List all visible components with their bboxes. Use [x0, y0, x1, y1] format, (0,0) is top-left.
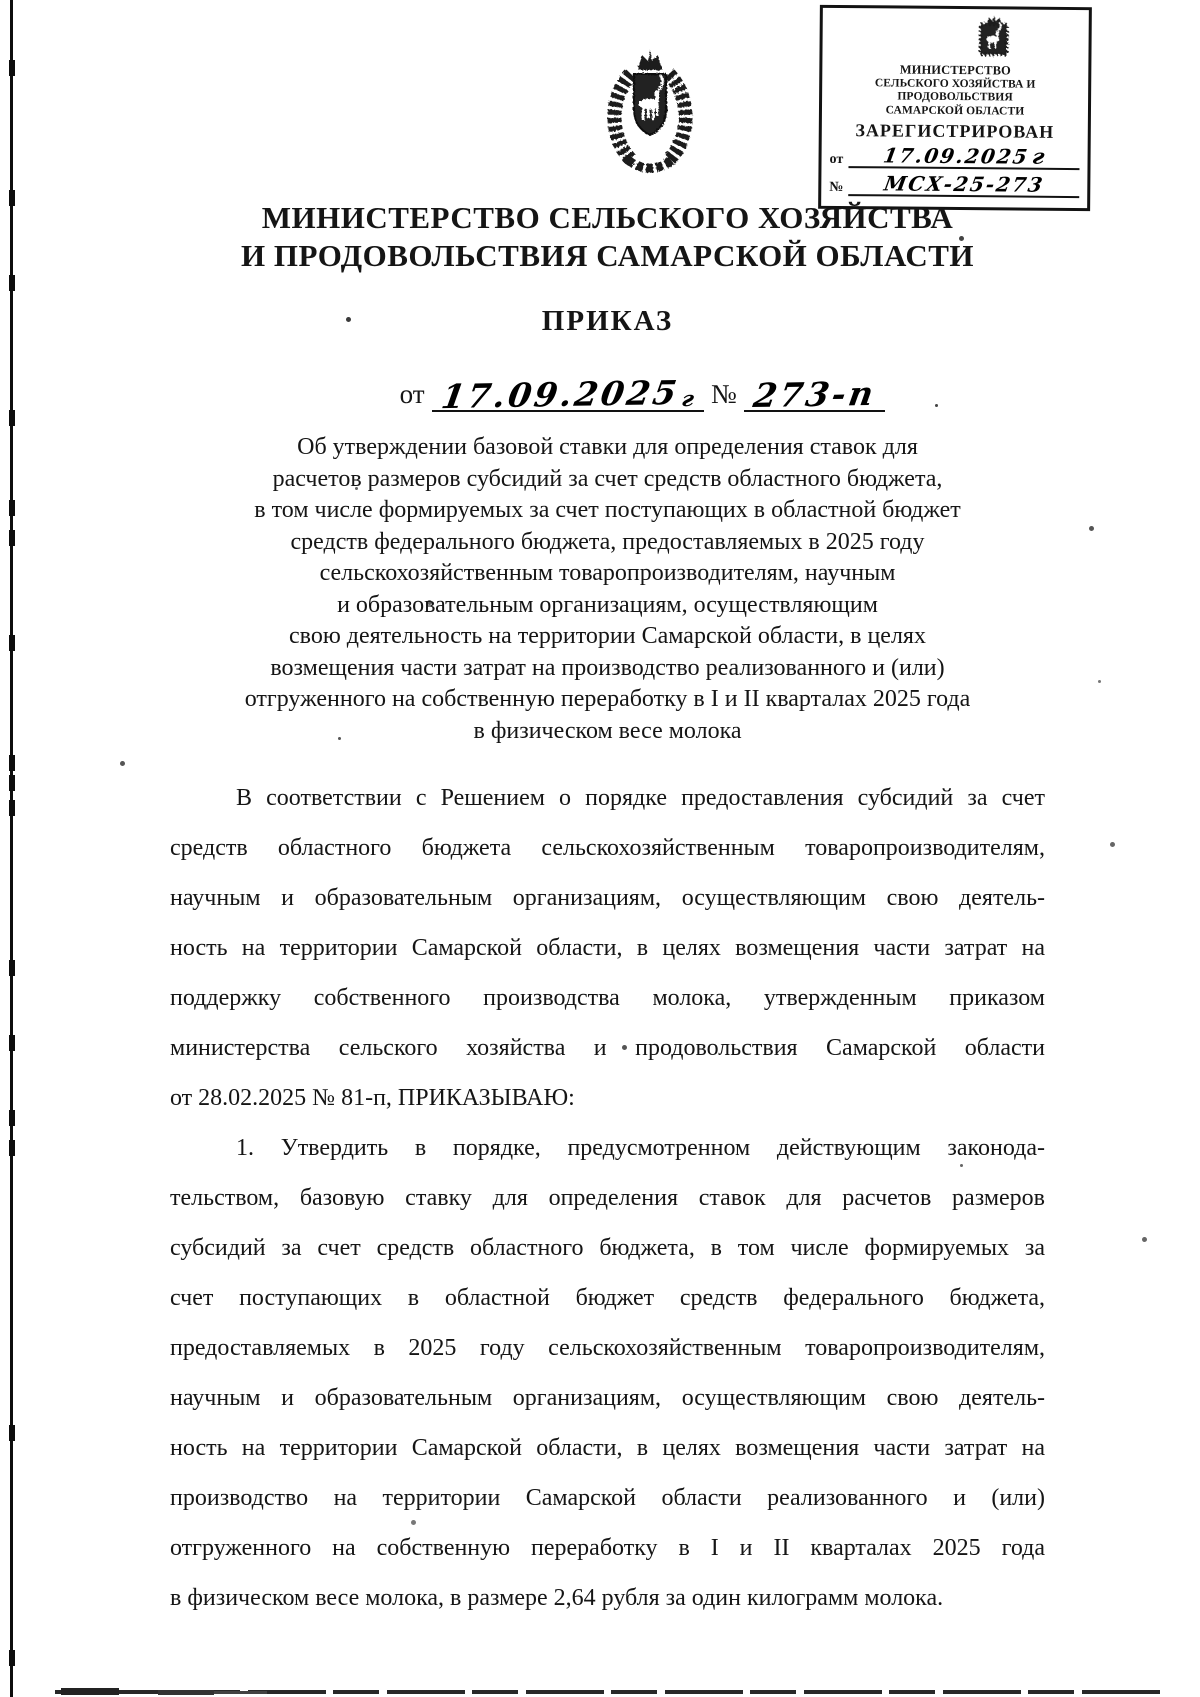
subject-line: отгруженного на собственную переработку в I и II кварталах 2025 года: [244, 686, 971, 712]
stamp-registered-label: ЗАРЕГИСТРИРОВАН: [855, 120, 1055, 142]
scan-artifact-bottom-edge: [55, 1690, 1162, 1694]
scan-noise-specks: [0, 0, 3, 3]
body-line: в физическом весе молока, в размере 2,64 рубля за один килограмм молока.: [170, 1585, 944, 1611]
subject-line: и образовательным организациям, осуществляющим: [337, 591, 878, 618]
body-line: тельством, базовую ставку для определения ставок для расчетов размеров: [170, 1185, 1045, 1211]
body-line: субсидий за счет средств областного бюджета, в том числе формируемых за: [170, 1235, 1045, 1261]
body-line: В соответствии с Решением о порядке предоставления субсидий за счет: [236, 785, 1045, 811]
subject-line: возмещения части затрат на производство реализованного и (или): [270, 654, 945, 681]
stamp-number-handwritten: МСХ-25-273: [881, 171, 1046, 197]
order-date-prefix: от: [399, 379, 425, 409]
order-number-handwritten: 273-п: [750, 373, 879, 416]
order-body: [170, 773, 1045, 1623]
title-line-2: И ПРОДОВОЛЬСТВИЯ САМАРСКОЙ ОБЛАСТИ: [240, 238, 974, 273]
document-content: [170, 0, 1045, 1623]
body-line: производство на территории Самарской области реализованного и (или): [170, 1485, 1045, 1511]
body-line: отгруженного на собственную переработку в I и II кварталах 2025 года: [170, 1535, 1045, 1561]
document-title: [170, 199, 1045, 275]
order-date-handwritten: 17.09.2025: [438, 372, 682, 417]
subject-line: сельскохозяйственным товаропроизводителям, научным: [319, 560, 896, 586]
body-line: ность на территории Самарской области, в целях возмещения части затрат на: [170, 935, 1045, 961]
order-date-line: [205, 364, 1080, 417]
body-line: 1. Утвердить в порядке, предусмотренном действующим законода-: [236, 1135, 1045, 1161]
scan-artifact-left-edge: [10, 0, 13, 1697]
body-line: поддержку собственного производства молока, утвержденным приказом: [170, 985, 1045, 1011]
stamp-org-line2: СЕЛЬСКОГО ХОЗЯЙСТВА И ПРОДОВОЛЬСТВИЯ: [874, 76, 1036, 104]
body-line: министерства сельского хозяйства и продовольствия Самарской области: [170, 1035, 1045, 1061]
order-date-year-suffix: г: [680, 385, 697, 412]
subject-line: Об утверждении базовой ставки для определения ставок для: [297, 434, 918, 460]
body-line: научным и образовательным организациям, осуществляющим свою деятель-: [170, 1385, 1045, 1411]
subject-line: в том числе формируемых за счет поступающих в областной бюджет: [254, 497, 961, 523]
stamp-org-line3: САМАРСКОЙ ОБЛАСТИ: [885, 103, 1025, 118]
order-date-underline: [432, 372, 704, 417]
subject-line: в физическом весе молока: [473, 717, 742, 744]
stamp-date-year-suffix: г: [1030, 143, 1047, 169]
title-line-1: МИНИСТЕРСТВО СЕЛЬСКОГО ХОЗЯЙСТВА: [261, 200, 954, 235]
stamp-date-prefix: от: [829, 151, 844, 168]
body-line: от 28.02.2025 № 81-п, ПРИКАЗЫВАЮ:: [170, 1085, 575, 1111]
body-line: счет поступающих в областной бюджет средств федерального бюджета,: [170, 1285, 1045, 1311]
document-type-heading: ПРИКАЗ: [541, 305, 674, 337]
subject-line: расчетов размеров субсидий за счет средств областного бюджета,: [272, 465, 943, 492]
stamp-org-line1: МИНИСТЕРСТВО: [899, 62, 1011, 78]
stamp-number-prefix: №: [829, 179, 844, 196]
subject-line: средств федерального бюджета, предоставляемых в 2025 году: [290, 528, 925, 555]
subject-line: свою деятельность на территории Самарской области, в целях: [289, 623, 926, 649]
body-line: научным и образовательным организациям, осуществляющим свою деятель-: [170, 885, 1045, 911]
order-number-underline: [744, 373, 886, 416]
body-line: предоставляемых в 2025 году сельскохозяйственным товаропроизводителям,: [170, 1335, 1045, 1361]
stamp-date-handwritten: 17.09.2025: [881, 143, 1031, 169]
body-line: средств областного бюджета сельскохозяйственным товаропроизводителям,: [170, 835, 1045, 861]
order-number-prefix: №: [711, 379, 737, 409]
body-line: ность на территории Самарской области, в целях возмещения части затрат на: [170, 1435, 1045, 1461]
order-subject: [170, 432, 1045, 747]
